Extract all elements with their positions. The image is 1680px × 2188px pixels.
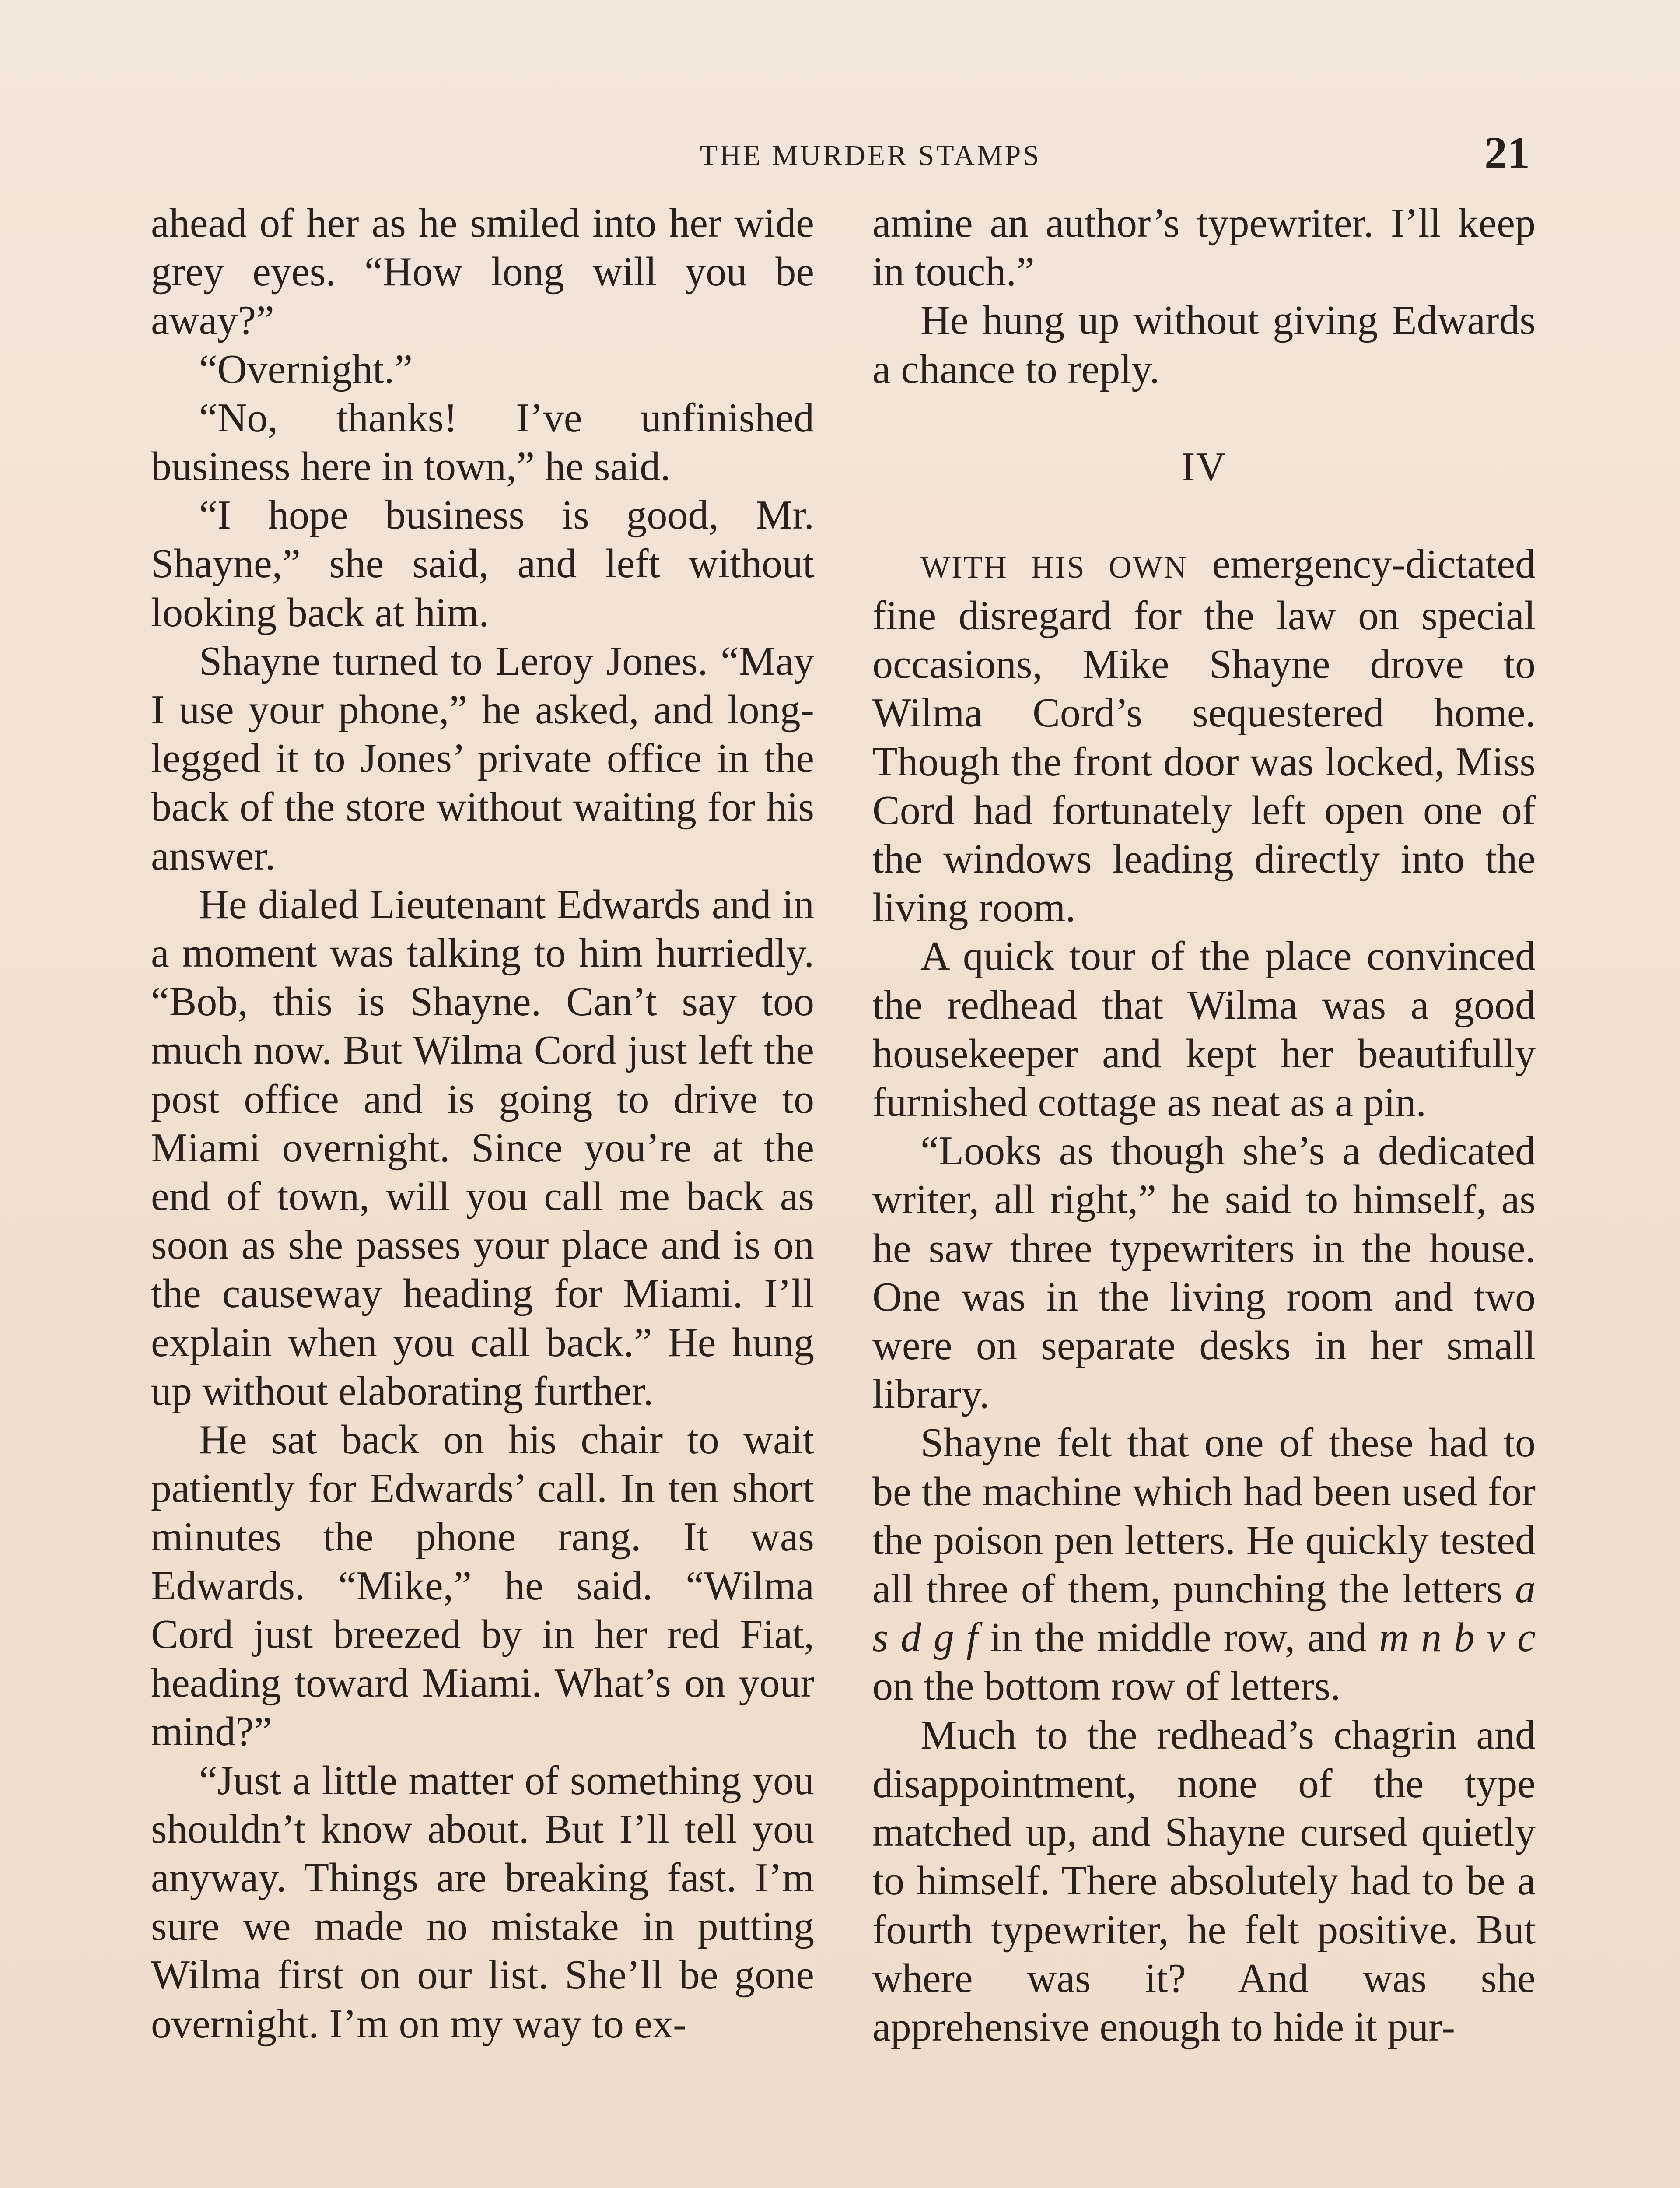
right-column (872, 199, 1536, 2051)
page-number: 21 (1484, 128, 1530, 178)
paragraph: “Just a little matter of something you shouldn’t know about. But I’ll tell you anyway. Things are breaking fast. I’m sure we made no mistake in putting Wilma first on our list. She’ll be gone overnight. I’m on my way to ex- (151, 1757, 814, 2047)
paragraph: A quick tour of the place convinced the redhead that Wilma was a good housekeeper and kept her beautifully furnished cottage as neat as a pin. (872, 933, 1536, 1126)
paragraph-text: on the bottom row of letters. (872, 1663, 1341, 1709)
paragraph-text: in the middle row, and (978, 1615, 1379, 1661)
paragraph (872, 540, 1536, 933)
paragraph-text: Shayne felt that one of these had to be the machine which had been used for the poison pen letters. He quickly tested all three of them, punching the letters (872, 1420, 1536, 1612)
paragraph: ahead of her as he smiled into her wide grey eyes. “How long will you be away?” (151, 200, 814, 344)
paragraph (872, 1419, 1536, 1711)
paragraph: “I hope business is good, Mr. Shayne,” she said, and left without looking back at him. (151, 492, 814, 635)
paragraph-text: emergency-dictated fine disregard for the law on special occasions, Mike Shayne drove to Wilma Cord’s sequestered home. Though the front door was locked, Miss Cord had fortunately left open one of the windows leading directly into the living room. (872, 541, 1536, 931)
chapter-number: IV (1181, 444, 1227, 490)
paragraph: He sat back on his chair to wait patiently for Edwards’ call. In ten short minutes the phone rang. It was Edwards. “Mike,” he said. “Wilma Cord just breezed by in her red Fiat, heading toward Miami. What’s on your mind?” (151, 1417, 814, 1755)
paragraph: He dialed Lieutenant Edwards and in a moment was talking to him hurriedly. “Bob, this is Shayne. Can’t say too much now. But Wilma Cord just left the post office and is going to drive to Miami overnight. Since you’re at the end of town, will you call me back as soon as she passes your place and is on the causeway heading for Miami. I’ll explain when you call back.” He hung up without elaborating further. (151, 881, 814, 1414)
paragraph: Much to the redhead’s chagrin and disappointment, none of the type matched up, and Shayne cursed quietly to himself. There absolutely had to be a fourth typewriter, he felt positive. But where was it? And was she apprehensive enough to hide it pur- (872, 1712, 1536, 2050)
left-column (151, 199, 814, 2048)
italic-keys-bottom-row: m n b v c (1379, 1615, 1536, 1661)
paragraph: amine an author’s typewriter. I’ll keep in touch.” (872, 200, 1536, 295)
running-title: THE MURDER STAMPS (700, 140, 1042, 172)
paragraph: “Looks as though she’s a dedicated writer, all right,” he said to himself, as he saw three typewriters in the house. One was in the living room and two were on separate desks in her small library. (872, 1128, 1536, 1417)
paragraph: “Overnight.” (199, 346, 413, 392)
paragraph: He hung up without giving Edwards a chance to reply. (872, 298, 1536, 392)
paragraph: Shayne turned to Leroy Jones. “May I use your phone,” he asked, and long-legged it to Jones’ private office in the back of the store without waiting for his answer. (151, 638, 814, 879)
small-caps-lead: WITH HIS OWN (920, 549, 1188, 585)
paragraph: “No, thanks! I’ve unfinished business here in town,” he said. (151, 395, 814, 490)
italic-keys-middle-row: a s d g f (872, 1566, 1536, 1661)
